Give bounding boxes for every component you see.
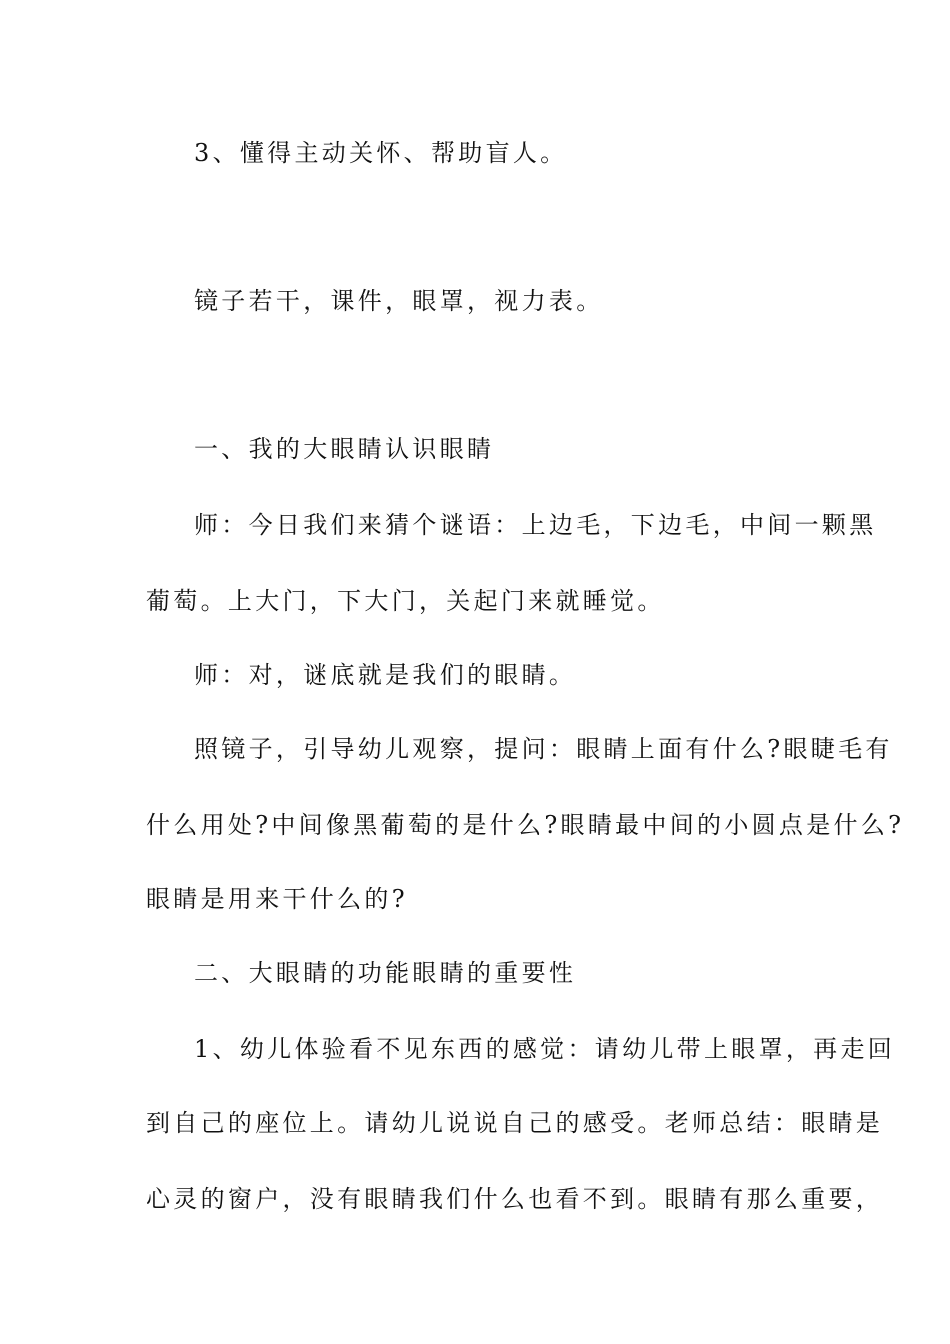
- mirror-activity-line-3: 眼睛是用来干什么的?: [146, 885, 408, 913]
- experience-line-2: 到自己的座位上。请幼儿说说自己的感受。老师总结：眼睛是: [146, 1109, 884, 1137]
- experience-line-1: 1、幼儿体验看不见东西的感觉：请幼儿带上眼罩，再走回: [194, 1035, 896, 1063]
- riddle-answer: 师：对，谜底就是我们的眼睛。: [194, 661, 577, 689]
- section-2-heading: 二、大眼睛的功能眼睛的重要性: [194, 959, 577, 987]
- experience-line-3: 心灵的窗户，没有眼睛我们什么也看不到。眼睛有那么重要，: [146, 1185, 884, 1213]
- mirror-activity-line-1: 照镜子，引导幼儿观察，提问：眼睛上面有什么?眼睫毛有: [194, 735, 893, 763]
- riddle-line-2: 葡萄。上大门，下大门，关起门来就睡觉。: [146, 587, 665, 615]
- riddle-line-1: 师：今日我们来猜个谜语：上边毛，下边毛，中间一颗黑: [194, 511, 877, 539]
- mirror-activity-line-2: 什么用处?中间像黑葡萄的是什么?眼睛最中间的小圆点是什么?: [146, 811, 905, 839]
- section-1-heading: 一、我的大眼睛认识眼睛: [194, 435, 495, 463]
- objective-3: 3、懂得主动关怀、帮助盲人。: [194, 139, 568, 167]
- materials-list: 镜子若干，课件，眼罩，视力表。: [194, 287, 604, 315]
